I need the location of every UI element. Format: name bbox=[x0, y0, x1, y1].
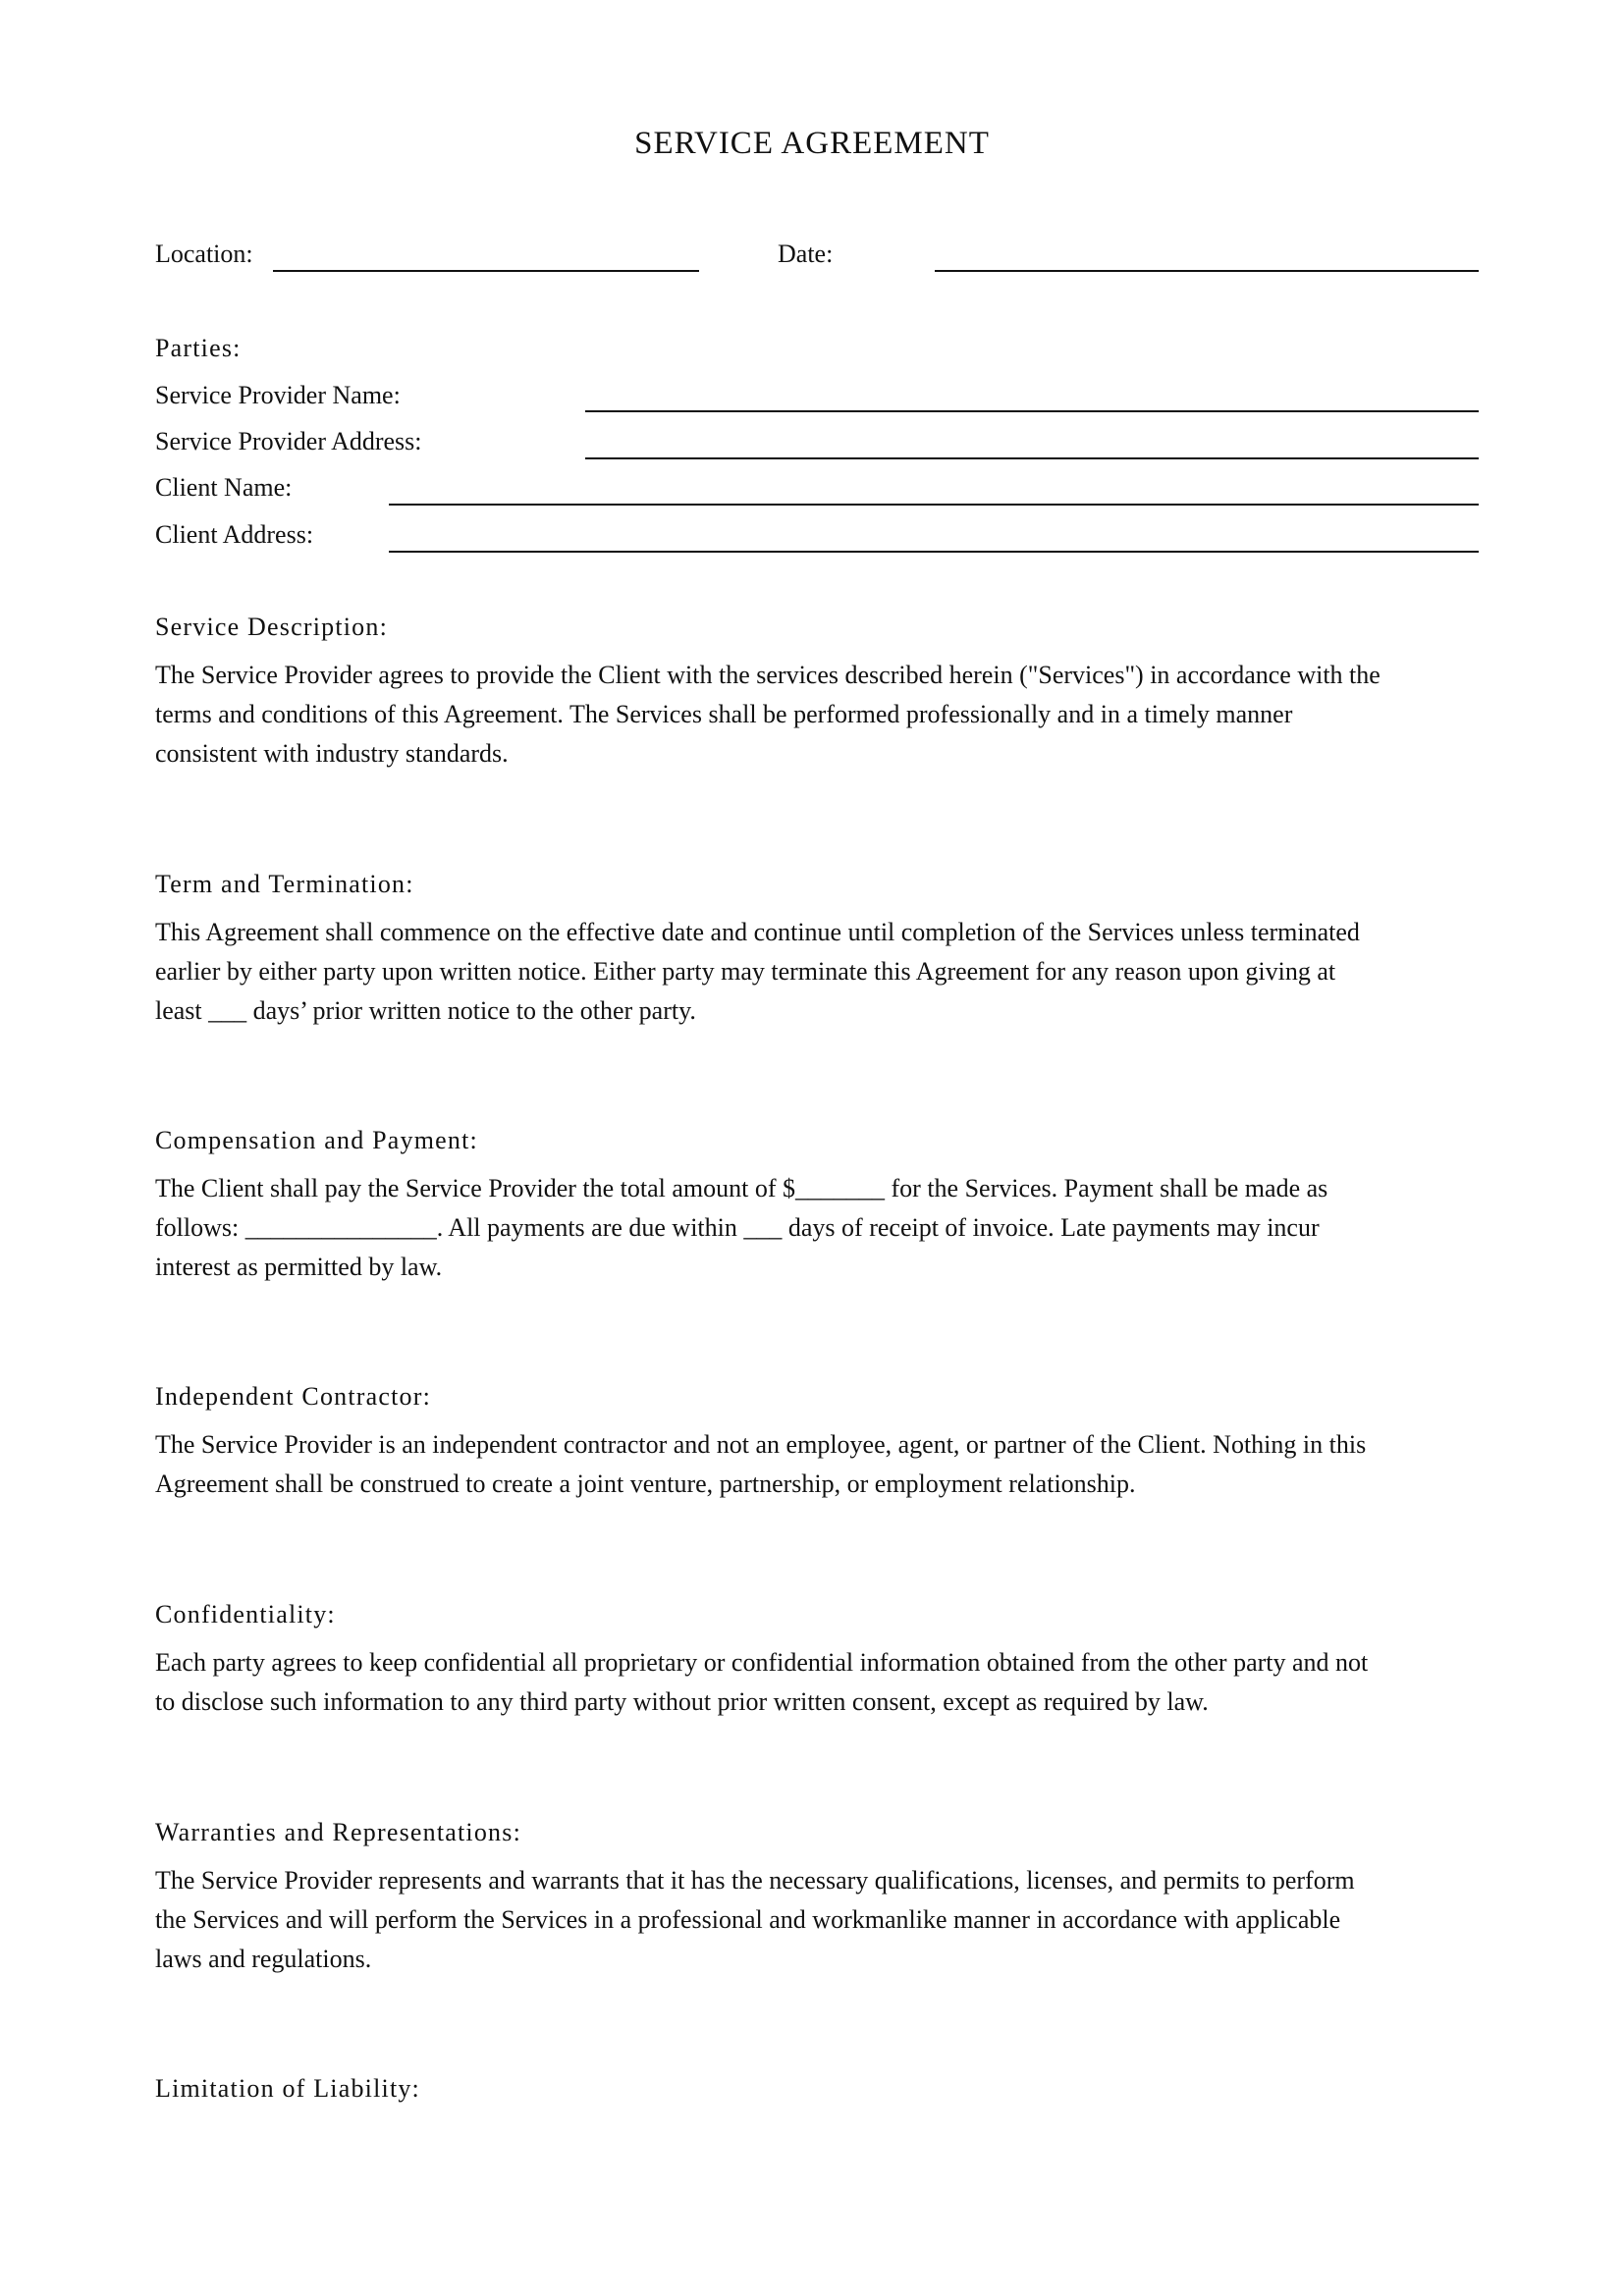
body-line: Each party agrees to keep confidential all proprietary or confidential information obtained from the other party and not bbox=[155, 1648, 1369, 1677]
body-line: Agreement shall be construed to create a joint venture, partnership, or employment relationship. bbox=[155, 1469, 1136, 1498]
body-line: follows: _______________. All payments are due within ___ days of receipt of invoice. Late payments may incur bbox=[155, 1213, 1320, 1242]
section-body-confidentiality bbox=[155, 1643, 1490, 1722]
body-line: This Agreement shall commence on the effective date and continue until completion of the Services unless terminated bbox=[155, 918, 1360, 946]
section-heading-limitation-liability: Limitation of Liability: bbox=[155, 2074, 420, 2103]
location-field[interactable] bbox=[273, 270, 699, 272]
date-field[interactable] bbox=[935, 270, 1479, 272]
location-label: Location: bbox=[155, 240, 253, 268]
body-line: interest as permitted by law. bbox=[155, 1253, 443, 1281]
body-line: The Service Provider agrees to provide the Client with the services described herein ("Services") in accordance with the bbox=[155, 661, 1380, 689]
date-label: Date: bbox=[778, 240, 834, 268]
body-line: The Client shall pay the Service Provider the total amount of $_______ for the Services. Payment shall be made as bbox=[155, 1174, 1328, 1202]
section-body-compensation-payment bbox=[155, 1169, 1490, 1287]
body-line: laws and regulations. bbox=[155, 1945, 372, 1973]
client-name-field[interactable] bbox=[389, 504, 1479, 506]
section-heading-independent-contractor: Independent Contractor: bbox=[155, 1382, 432, 1411]
section-heading-service-description: Service Description: bbox=[155, 613, 388, 641]
provider-address-label: Service Provider Address: bbox=[155, 427, 422, 455]
section-heading-warranties: Warranties and Representations: bbox=[155, 1818, 521, 1846]
provider-name-field[interactable] bbox=[585, 410, 1479, 412]
body-line: least ___ days’ prior written notice to the other party. bbox=[155, 996, 696, 1025]
parties-heading: Parties: bbox=[155, 334, 242, 362]
section-body-service-description bbox=[155, 656, 1490, 774]
section-body-term-termination bbox=[155, 913, 1490, 1031]
body-line: to disclose such information to any third party without prior written consent, except as required by law. bbox=[155, 1687, 1209, 1716]
body-line: consistent with industry standards. bbox=[155, 739, 509, 768]
client-name-label: Client Name: bbox=[155, 473, 293, 502]
section-heading-confidentiality: Confidentiality: bbox=[155, 1600, 336, 1629]
section-body-independent-contractor bbox=[155, 1425, 1490, 1504]
body-line: earlier by either party upon written notice. Either party may terminate this Agreement for any reason upon giving at bbox=[155, 957, 1336, 986]
provider-name-label: Service Provider Name: bbox=[155, 381, 401, 409]
section-heading-compensation-payment: Compensation and Payment: bbox=[155, 1126, 478, 1154]
section-heading-term-termination: Term and Termination: bbox=[155, 870, 414, 898]
client-address-field[interactable] bbox=[389, 551, 1479, 553]
document-title: SERVICE AGREEMENT bbox=[634, 126, 990, 161]
section-body-warranties bbox=[155, 1861, 1490, 1979]
provider-address-field[interactable] bbox=[585, 457, 1479, 459]
body-line: terms and conditions of this Agreement. The Services shall be performed professionally and in a timely manner bbox=[155, 700, 1293, 728]
body-line: The Service Provider represents and warrants that it has the necessary qualifications, licenses, and permits to perform bbox=[155, 1866, 1355, 1895]
client-address-label: Client Address: bbox=[155, 520, 314, 549]
body-line: the Services and will perform the Services in a professional and workmanlike manner in accordance with applicable bbox=[155, 1905, 1341, 1934]
body-line: The Service Provider is an independent contractor and not an employee, agent, or partner of the Client. Nothing in this bbox=[155, 1430, 1367, 1459]
